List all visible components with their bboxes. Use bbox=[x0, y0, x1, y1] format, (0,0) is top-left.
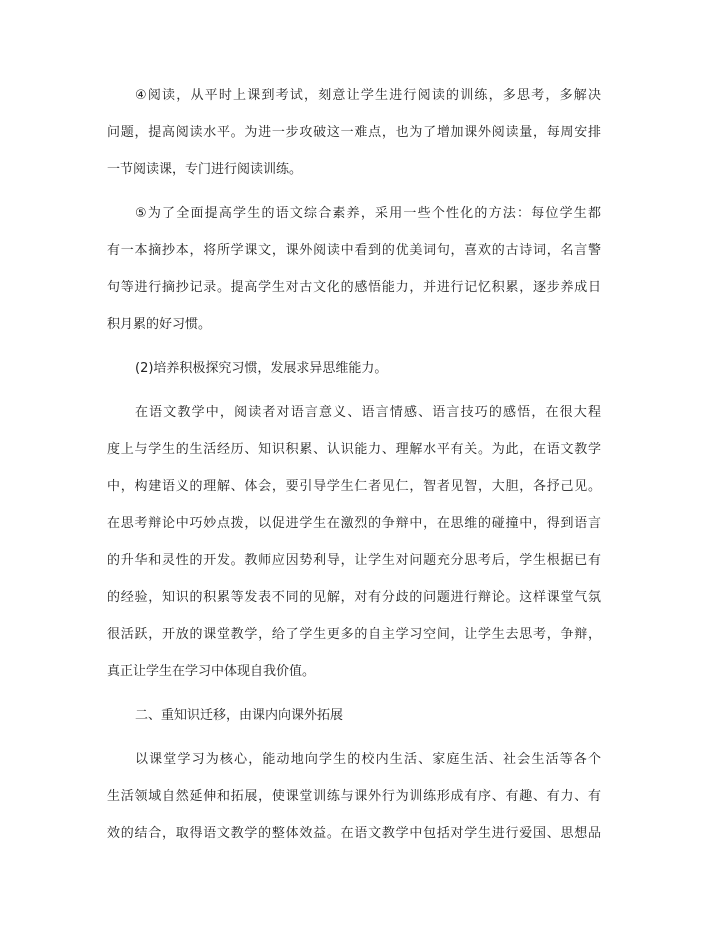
text-line: 有一本摘抄本，将所学课文，课外阅读中看到的优美词句，喜欢的古诗词，名言警 bbox=[107, 243, 601, 258]
paragraph bbox=[107, 394, 601, 690]
text-line: 真正让学生在学习中体现自我价值。 bbox=[107, 664, 316, 679]
text-line: 生活领域自然延伸和拓展，使课堂训练与课外行为训练形成有序、有趣、有力、有 bbox=[107, 789, 601, 804]
paragraph bbox=[107, 195, 601, 343]
paragraph bbox=[107, 350, 601, 387]
paragraph bbox=[107, 697, 601, 734]
text-line: ⑤为了全面提高学生的语文综合素养，采用一些个性化的方法：每位学生都 bbox=[135, 206, 601, 221]
text-line: 在思考辩论中巧妙点拨，以促进学生在激烈的争辩中，在思维的碰撞中，得到语言 bbox=[107, 516, 601, 531]
text-line: 很活跃，开放的课堂教学，给了学生更多的自主学习空间，让学生去思考，争辩， bbox=[107, 627, 601, 642]
text-line: 效的结合，取得语文教学的整体效益。在语文教学中包括对学生进行爱国、思想品 bbox=[107, 826, 601, 841]
text-line: 在语文教学中，阅读者对语言意义、语言情感、语言技巧的感悟，在很大程 bbox=[135, 405, 601, 420]
text-line: 问题，提高阅读水平。为进一步攻破这一难点，也为了增加课外阅读量，每周安排 bbox=[107, 125, 601, 140]
text-line: 一节阅读课，专门进行阅读训练。 bbox=[107, 162, 303, 177]
text-line: 以课堂学习为核心，能动地向学生的校内生活、家庭生活、社会生活等各个 bbox=[135, 752, 601, 767]
text-line: 的升华和灵性的开发。教师应因势利导，让学生对问题充分思考后，学生根据已有 bbox=[107, 553, 601, 568]
text-line: 二、重知识迁移，由课内向课外拓展 bbox=[135, 708, 344, 723]
text-line: 句等进行摘抄记录。提高学生对古文化的感悟能力，并进行记忆积累，逐步养成日 bbox=[107, 280, 601, 295]
text-line: (2)培养积极探究习惯，发展求异思维能力。 bbox=[135, 361, 388, 376]
paragraph bbox=[107, 77, 601, 188]
paragraph bbox=[107, 741, 601, 852]
text-line: 中，构建语义的理解、体会，要引导学生仁者见仁，智者见智，大胆，各抒己见。 bbox=[107, 479, 601, 494]
text-line: 积月累的好习惯。 bbox=[107, 317, 212, 332]
text-line: ④阅读，从平时上课到考试，刻意让学生进行阅读的训练，多思考，多解决 bbox=[135, 88, 601, 103]
text-line: 的经验，知识的积累等发表不同的见解，对有分歧的问题进行辩论。这样课堂气氛 bbox=[107, 590, 601, 605]
text-line: 度上与学生的生活经历、知识积累、认识能力、理解水平有关。为此，在语文教学 bbox=[107, 442, 601, 457]
document-page bbox=[107, 77, 601, 859]
